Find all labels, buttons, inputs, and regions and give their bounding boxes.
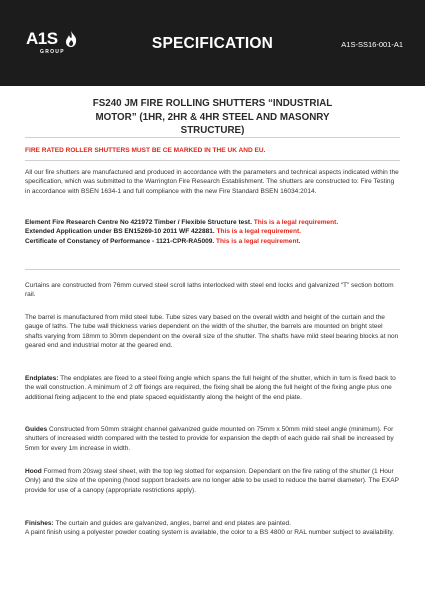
intro-paragraph: All our fire shutters are manufactured and produced in accordance with the parameters and technical aspects indicated within the specification, which was submitted to the Warrington Fire Research Establishment. The shutters are constructed to: Fire Testing in accordance with BSEN 1634-1 and full compliance with the new Fire Standard BSEN 16034:2014. — [25, 169, 399, 195]
curtains-paragraph: Curtains are constructed from 76mm curved steel scroll laths interlocked with steel end locks and galvanized “T” section bottom rail. — [25, 282, 394, 299]
cert-text: Extended Application under BS EN15269-10 2011 WF 422881. — [25, 228, 215, 236]
title-line-1: FS240 JM FIRE ROLLING SHUTTERS “INDUSTRIAL — [92, 98, 333, 109]
section-label: Guides — [25, 426, 48, 433]
hood-section — [25, 467, 401, 495]
cert-text: Element Fire Research Centre No 421972 Timber / Flexible Structure test. — [25, 219, 252, 226]
certifications-block — [25, 218, 401, 246]
certification-line — [25, 237, 401, 246]
title-line-3: STRUCTURE) — [180, 125, 245, 136]
finishes-section — [25, 519, 401, 538]
section-text: Formed from 20swg steel sheet, with the top leg slotted for expansion. Dependant on the fire rating of the shutter (1 Hour Only) and the size of the opening (hood support brackets are no longer able to be used to reduce the barrel diameter). The EXAP provide for use of a canopy (appropriate restrictions apply). — [25, 468, 399, 494]
ce-warning: FIRE RATED ROLLER SHUTTERS MUST BE CE MARKED IN THE UK AND EU. — [25, 147, 266, 154]
header-bar — [0, 0, 425, 86]
section-text: The curtain and guides are galvanized, angles, barrel and end plates are painted. — [55, 520, 291, 527]
legal-note: This is a legal requirement. — [216, 237, 301, 245]
header-title: SPECIFICATION — [151, 35, 274, 52]
document-title — [40, 97, 385, 138]
certification-line — [25, 227, 401, 236]
divider — [25, 137, 400, 138]
endplates-section — [25, 374, 401, 402]
intro-block — [25, 168, 401, 196]
curtains-section — [25, 281, 401, 300]
section-text: Constructed from 50mm straight channel galvanized guide mounted on 75mm x 50mm mild steel angle (minimum). For shutters of increased width compared with the tested to provide for expansion the depth of each guide rail shall be increased by 5mm for every 1m increase in width. — [25, 426, 394, 452]
legal-note: This is a legal requirement. — [216, 228, 301, 236]
section-text: The endplates are fixed to a steel fixing angle which spans the full height of the shutter, which in turn is fixed back to the wall construction. A minimum of 2 off fixings are required, the fixing shall be along the full height of the fixing angle plus one additional fixing adjacent to the end plate spaced equidistantly along the height of the end plate. — [25, 375, 396, 401]
barrel-section — [25, 313, 401, 351]
title-line-2: MOTOR” (1HR, 2HR & 4HR STEEL AND MASONRY — [95, 111, 330, 123]
finishes-paragraph-2: A paint finish using a polyester powder coating system is available, the color to a BS 4800 or RAL number subject to availability. — [25, 529, 395, 537]
divider — [25, 269, 400, 270]
certification-line — [25, 218, 401, 227]
finishes-paragraph — [25, 519, 401, 528]
endplates-paragraph — [25, 374, 401, 402]
document-code: A1S-SS16-001-A1 — [341, 40, 403, 49]
guides-paragraph — [25, 425, 401, 453]
logo-subtext: GROUP — [40, 49, 65, 55]
barrel-paragraph: The barrel is manufactured from mild steel tube. Tube sizes vary based on the overall width and height of the curtain and the gauge of laths. The tube wall thickness varies dependent on the width of the shutter, the barrels are mounted on bright steel shafts varying from 18mm to 30mm dependent on the overall size of the shutter. The shafts have mild steel bearing blocks at non geared end and industrial motor at the geared end. — [25, 314, 399, 350]
section-label: Hood — [25, 468, 42, 475]
cert-text: Certificate of Constancy of Performance - 1121-CPR-RA5009. — [25, 237, 215, 245]
legal-note: This is a legal requirement. — [253, 219, 339, 226]
divider — [25, 160, 400, 161]
logo-text: A1S — [26, 29, 58, 48]
section-label: Finishes: — [25, 520, 54, 527]
ce-warning-block — [25, 146, 401, 155]
guides-section — [25, 425, 401, 453]
section-label: Endplates: — [25, 375, 59, 382]
hood-paragraph — [25, 467, 401, 495]
